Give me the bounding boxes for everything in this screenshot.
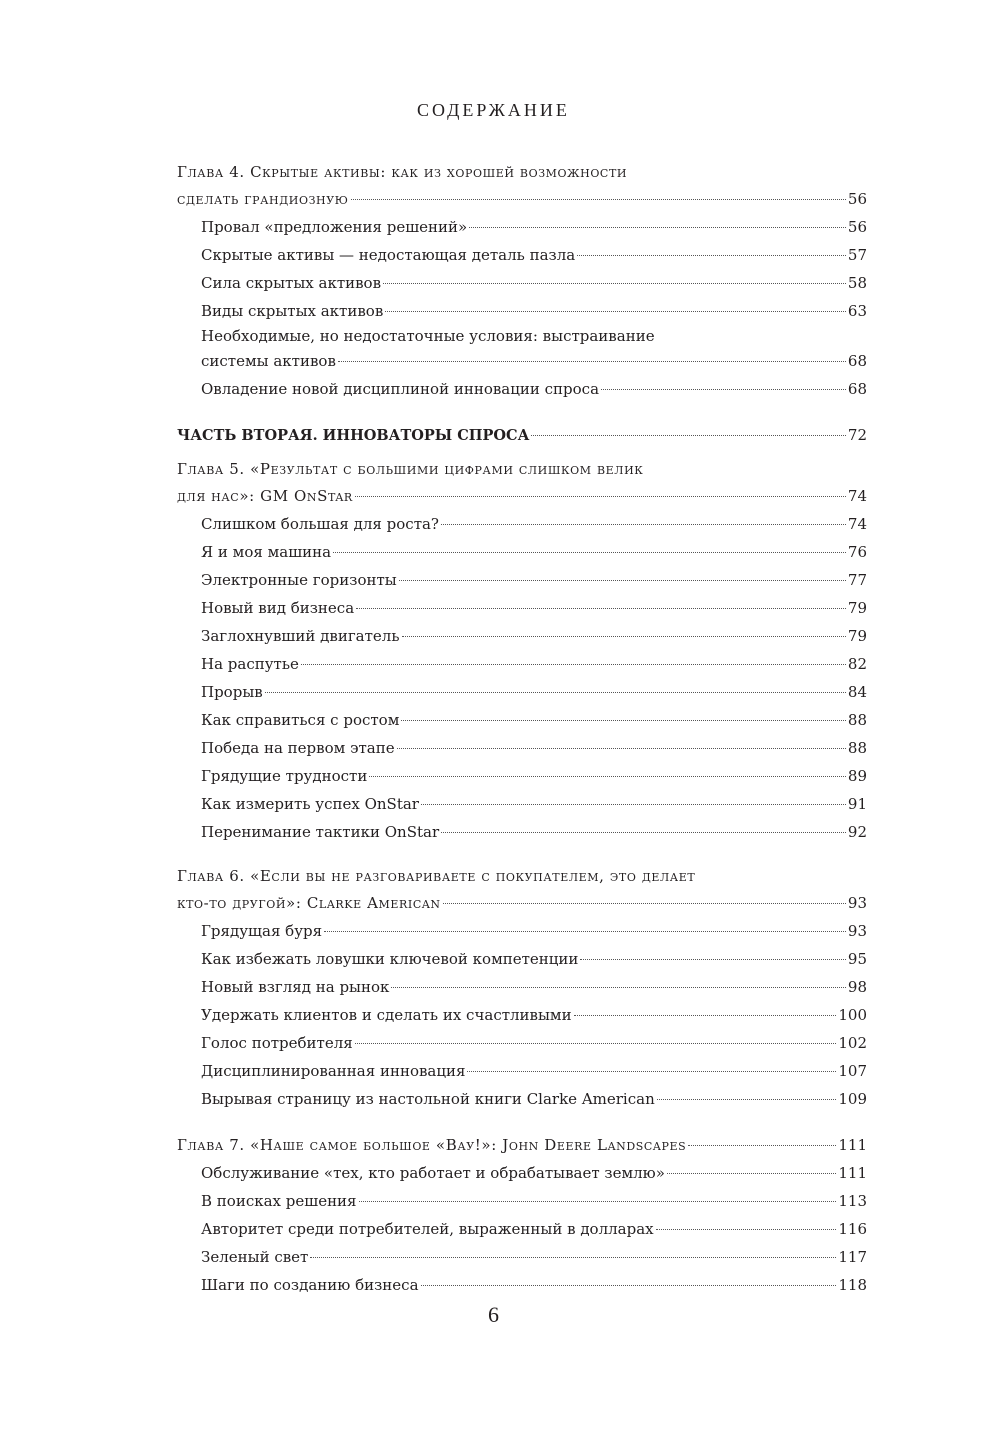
- dot-leader: [467, 1071, 836, 1072]
- entry-page-number: 118: [838, 1276, 867, 1294]
- section-entry[interactable]: [177, 650, 867, 678]
- section-entry[interactable]: [177, 917, 867, 945]
- entry-page-number: 89: [847, 767, 867, 785]
- entry-page-number: 72: [847, 426, 867, 444]
- entry-page-number: 109: [838, 1090, 867, 1108]
- entry-title: Овладение новой дисциплиной инновации спроса: [201, 380, 600, 398]
- dot-leader: [355, 1043, 837, 1044]
- section-entry[interactable]: [177, 1057, 867, 1085]
- entry-page-number: 100: [838, 1006, 867, 1024]
- section-title-line1: Необходимые, но недостаточные условия: выстраивание: [201, 327, 655, 345]
- dot-leader: [351, 199, 846, 200]
- section-entry-line: [177, 325, 867, 347]
- dot-leader: [359, 1201, 837, 1202]
- dot-leader: [399, 580, 846, 581]
- entry-page-number: 68: [847, 352, 867, 370]
- dot-leader: [301, 664, 846, 665]
- entry-title: ЧАСТЬ ВТОРАЯ. ИННОВАТОРЫ СПРОСА: [177, 427, 530, 444]
- section-entry[interactable]: [177, 375, 867, 403]
- entry-title: Обслуживание «тех, кто работает и обрабатывает землю»: [201, 1164, 665, 1182]
- section-entry[interactable]: [177, 1243, 867, 1271]
- dot-leader: [601, 389, 846, 390]
- entry-page-number: 77: [847, 571, 867, 589]
- section-entry[interactable]: [177, 1001, 867, 1029]
- section-entry[interactable]: [177, 1029, 867, 1057]
- entry-title: Удержать клиентов и сделать их счастливыми: [201, 1006, 572, 1024]
- entry-title: Я и моя машина: [201, 543, 332, 561]
- entry-title: Зеленый свет: [201, 1248, 309, 1266]
- entry-page-number: 76: [847, 543, 867, 561]
- section-entry[interactable]: [177, 241, 867, 269]
- entry-title: Авторитет среди потребителей, выраженный в долларах: [201, 1220, 654, 1238]
- entry-title: Как справиться с ростом: [201, 711, 400, 729]
- entry-page-number: 95: [847, 950, 867, 968]
- entry-page-number: 58: [847, 274, 867, 292]
- entry-title: Слишком большая для роста?: [201, 515, 439, 533]
- entry-title: Перенимание тактики OnStar: [201, 823, 440, 841]
- entry-title: Победа на первом этапе: [201, 739, 395, 757]
- entry-page-number: 91: [847, 795, 867, 813]
- section-entry[interactable]: [177, 347, 867, 375]
- dot-leader: [421, 1285, 837, 1286]
- entry-page-number: 84: [847, 683, 867, 701]
- section-entry[interactable]: [177, 734, 867, 762]
- section-entry[interactable]: [177, 269, 867, 297]
- table-of-contents: [177, 160, 867, 1299]
- section-entry[interactable]: [177, 706, 867, 734]
- entry-page-number: 88: [847, 711, 867, 729]
- section-entry[interactable]: [177, 297, 867, 325]
- entry-page-number: 74: [847, 487, 867, 505]
- entry-page-number: 79: [847, 627, 867, 645]
- dot-leader: [657, 1099, 837, 1100]
- entry-page-number: 79: [847, 599, 867, 617]
- entry-page-number: 68: [847, 380, 867, 398]
- entry-title: для нас»: GM OnStar: [177, 487, 353, 505]
- section-entry[interactable]: [177, 1159, 867, 1187]
- dot-leader: [441, 832, 846, 833]
- section-entry[interactable]: [177, 1187, 867, 1215]
- part-heading[interactable]: [177, 421, 867, 449]
- entry-page-number: 74: [847, 515, 867, 533]
- entry-title: Как избежать ловушки ключевой компетенции: [201, 950, 579, 968]
- section-entry[interactable]: [177, 678, 867, 706]
- entry-title: Глава 7. «Наше самое большое «Вау!»: John Deere Landscapes: [177, 1136, 687, 1154]
- dot-leader: [688, 1145, 836, 1146]
- dot-leader: [324, 931, 846, 932]
- entry-title: Дисциплинированная инновация: [201, 1062, 466, 1080]
- chapter-heading[interactable]: [177, 1131, 867, 1159]
- section-entry[interactable]: [177, 213, 867, 241]
- chapter-heading-line: [177, 457, 867, 482]
- entry-title: Прорыв: [201, 683, 263, 701]
- dot-leader: [333, 552, 846, 553]
- dot-leader: [441, 524, 846, 525]
- section-entry[interactable]: [177, 538, 867, 566]
- entry-title: Голос потребителя: [201, 1034, 353, 1052]
- entry-title: Заглохнувший двигатель: [201, 627, 400, 645]
- dot-leader: [401, 720, 846, 721]
- entry-page-number: 93: [847, 922, 867, 940]
- section-entry[interactable]: [177, 622, 867, 650]
- dot-leader: [580, 959, 845, 960]
- dot-leader: [443, 903, 846, 904]
- dot-leader: [667, 1173, 836, 1174]
- entry-page-number: 111: [838, 1136, 867, 1154]
- group-spacer: [177, 403, 867, 421]
- entry-page-number: 56: [847, 190, 867, 208]
- page-title: СОДЕРЖАНИЕ: [417, 100, 570, 120]
- entry-title: Вырывая страницу из настольной книги Clarke American: [201, 1090, 655, 1108]
- dot-leader: [531, 435, 846, 436]
- entry-page-number: 117: [838, 1248, 867, 1266]
- section-entry[interactable]: [177, 566, 867, 594]
- section-entry[interactable]: [177, 973, 867, 1001]
- dot-leader: [577, 255, 846, 256]
- section-entry[interactable]: [177, 1271, 867, 1299]
- entry-title: Новый вид бизнеса: [201, 599, 355, 617]
- entry-title: сделать грандиозную: [177, 190, 349, 208]
- dot-leader: [402, 636, 846, 637]
- chapter-heading-line: [177, 160, 867, 185]
- entry-page-number: 111: [838, 1164, 867, 1182]
- group-spacer: [177, 1113, 867, 1131]
- section-entry[interactable]: [177, 945, 867, 973]
- entry-title: На распутье: [201, 655, 299, 673]
- page-number: 6: [488, 1302, 499, 1327]
- chapter-heading[interactable]: [177, 889, 867, 917]
- entry-title: Провал «предложения решений»: [201, 218, 468, 236]
- dot-leader: [397, 748, 846, 749]
- dot-leader: [338, 361, 846, 362]
- entry-page-number: 98: [847, 978, 867, 996]
- entry-page-number: 56: [847, 218, 867, 236]
- entry-title: Грядущие трудности: [201, 767, 368, 785]
- entry-title: Сила скрытых активов: [201, 274, 382, 292]
- dot-leader: [310, 1257, 836, 1258]
- section-entry[interactable]: [177, 790, 867, 818]
- entry-title: В поисках решения: [201, 1192, 357, 1210]
- entry-page-number: 82: [847, 655, 867, 673]
- dot-leader: [656, 1229, 837, 1230]
- entry-title: Виды скрытых активов: [201, 302, 384, 320]
- dot-leader: [385, 311, 846, 312]
- section-entry[interactable]: [177, 818, 867, 846]
- entry-title: Как измерить успех OnStar: [201, 795, 419, 813]
- section-entry[interactable]: [177, 594, 867, 622]
- entry-title: кто-то другой»: Clarke American: [177, 894, 441, 912]
- chapter-title-line1: Глава 6. «Если вы не разговариваете с покупателем, это делает: [177, 867, 696, 885]
- dot-leader: [369, 776, 846, 777]
- dot-leader: [356, 608, 846, 609]
- dot-leader: [469, 227, 846, 228]
- entry-page-number: 93: [847, 894, 867, 912]
- entry-page-number: 116: [838, 1220, 867, 1238]
- entry-page-number: 88: [847, 739, 867, 757]
- entry-title: Шаги по созданию бизнеса: [201, 1276, 419, 1294]
- entry-title: Новый взгляд на рынок: [201, 978, 390, 996]
- section-entry[interactable]: [177, 1085, 867, 1113]
- entry-page-number: 107: [838, 1062, 867, 1080]
- section-entry[interactable]: [177, 762, 867, 790]
- chapter-heading-line: [177, 864, 867, 889]
- entry-title: Грядущая буря: [201, 922, 323, 940]
- entry-page-number: 102: [838, 1034, 867, 1052]
- chapter-title-line1: Глава 5. «Результат с большими цифрами слишком велик: [177, 460, 644, 478]
- section-entry[interactable]: [177, 510, 867, 538]
- section-entry[interactable]: [177, 1215, 867, 1243]
- entry-page-number: 113: [838, 1192, 867, 1210]
- entry-title: Электронные горизонты: [201, 571, 397, 589]
- entry-page-number: 57: [847, 246, 867, 264]
- group-spacer: [177, 846, 867, 864]
- dot-leader: [391, 987, 846, 988]
- chapter-title-line1: Глава 4. Скрытые активы: как из хорошей возможности: [177, 163, 628, 181]
- entry-page-number: 92: [847, 823, 867, 841]
- entry-page-number: 63: [847, 302, 867, 320]
- entry-title: Скрытые активы — недостающая деталь пазла: [201, 246, 576, 264]
- entry-title: системы активов: [201, 352, 336, 370]
- group-spacer: [177, 449, 867, 457]
- chapter-heading[interactable]: [177, 482, 867, 510]
- dot-leader: [265, 692, 846, 693]
- dot-leader: [574, 1015, 837, 1016]
- dot-leader: [355, 496, 846, 497]
- chapter-heading[interactable]: [177, 185, 867, 213]
- dot-leader: [383, 283, 846, 284]
- dot-leader: [421, 804, 846, 805]
